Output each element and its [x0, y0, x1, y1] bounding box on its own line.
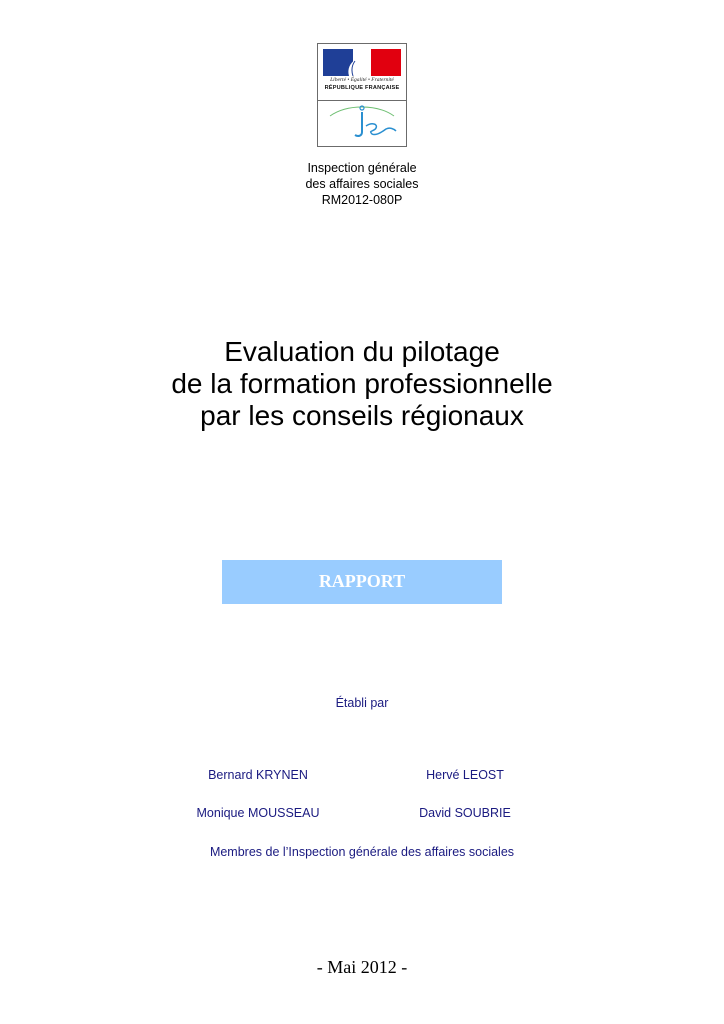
government-logo: [317, 43, 407, 147]
marianne-logo: [318, 44, 406, 99]
author-bernard-krynen: Bernard KRYNEN: [208, 768, 308, 782]
authors-membership: Membres de l’Inspection générale des affaires sociales: [209, 845, 515, 859]
established-by: Établi par: [335, 696, 389, 710]
org-name-line2: des affaires sociales: [305, 177, 419, 191]
report-type-banner: [222, 560, 502, 604]
logo-divider: [318, 100, 406, 101]
igas-logo-icon: [322, 102, 402, 142]
report-type-label: RAPPORT: [318, 571, 406, 591]
org-name-line1: Inspection générale: [307, 161, 417, 175]
report-title-line2: de la formation professionnelle: [171, 368, 553, 399]
report-title-line1: Evaluation du pilotage: [224, 336, 500, 367]
french-flag-icon: [323, 49, 401, 76]
author-herve-leost: Hervé LEOST: [426, 768, 504, 782]
author-david-soubrie: David SOUBRIE: [419, 806, 511, 820]
report-reference: RM2012-080P: [321, 193, 403, 207]
author-monique-mousseau: Monique MOUSSEAU: [196, 806, 320, 820]
report-date: - Mai 2012 -: [316, 957, 408, 977]
report-title-line3: par les conseils régionaux: [200, 400, 524, 431]
republic-name: RÉPUBLIQUE FRANÇAISE: [324, 85, 400, 91]
republic-motto: Liberté • Égalité • Fraternité: [330, 77, 394, 83]
